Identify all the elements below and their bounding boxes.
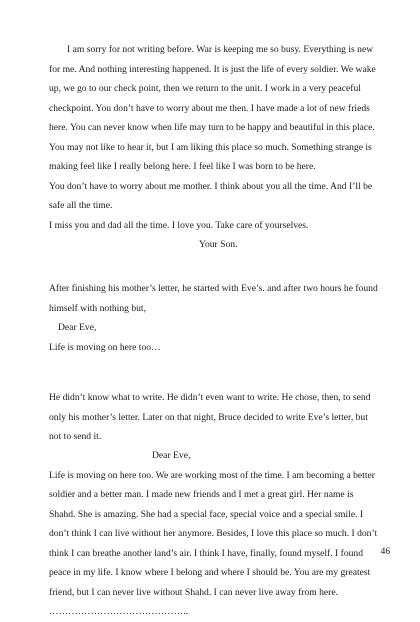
- letter-line: You may not like to hear it, but I am liking this place so much. Something strange is: [49, 141, 372, 153]
- narration-line: himself with nothing but,: [49, 302, 147, 314]
- letter-line: You don’t have to worry about me mother. I think about you all the time. And I’ll be: [49, 180, 373, 192]
- narration-line: not to send it.: [49, 431, 102, 442]
- letter-line: friend, but I can never live without Shahd. I can never live away from here.: [49, 586, 339, 598]
- letter-signature: Your Son.: [199, 239, 238, 250]
- letter-line: up, we go to our check point, then we return to the unit. I work in a very peaceful: [49, 83, 361, 94]
- page-number: 46: [380, 547, 390, 557]
- signature-block: [49, 235, 379, 255]
- letter-line: making feel like I really belong here. I feel like I was born to be here.: [49, 161, 316, 172]
- letter-line: Shahd. She is amazing. She had a special face, special voice and a special smile. I: [49, 508, 364, 520]
- letter-line: I am sorry for not writing before. War is keeping me so busy. Everything is new: [67, 44, 374, 55]
- letter-line: soldier and a better man. I made new friends and I met a great girl. Her name is: [49, 489, 354, 500]
- letter-line: for me. And nothing interesting happened. It is just the life of every soldier. We wake: [49, 63, 376, 75]
- letter-line: Life is moving on here too. We are working most of the time. I am becoming a better: [49, 469, 375, 481]
- mother-letter: [49, 40, 379, 235]
- narration-line: He didn’t know what to write. He didn’t even want to write. He chose, then, to send: [49, 392, 371, 403]
- eve-letter-salutation: Dear Eve,: [152, 450, 191, 461]
- narration-paragraph-1: [49, 279, 379, 357]
- draft-line: Life is moving on here too…: [49, 341, 161, 353]
- narration-paragraph-2: [49, 388, 379, 447]
- letter-line: here. You can never know when life may turn to be happy and beautiful in this place.: [49, 122, 375, 133]
- narration-line: After finishing his mother’s letter, he started with Eve’s. and after two hours he found: [49, 283, 378, 294]
- letter-line: I miss you and dad all the time. I love you. Take care of yourselves.: [49, 219, 309, 231]
- letter-line: don’t think I can live without her anymore. Besides, I love this place so much. I don’t: [49, 528, 378, 539]
- letter-line: checkpoint. You don’t have to worry about me then. I have made a lot of new frieds: [49, 102, 370, 114]
- ellipsis-line: ……………………………………..: [49, 606, 189, 617]
- letter-line: peace in my life. I know where I belong and where I should be. You are my greatest: [49, 567, 371, 578]
- letter-line: think I can breathe another land’s air. I think I have, finally, found myself. I found: [49, 547, 364, 559]
- narration-line: only his mother’s letter. Later on that night, Bruce decided to write Eve’s letter, but: [49, 411, 368, 423]
- letter-line: safe all the time.: [49, 200, 113, 211]
- draft-salutation: Dear Eve,: [58, 322, 97, 333]
- eve-letter: [49, 446, 379, 622]
